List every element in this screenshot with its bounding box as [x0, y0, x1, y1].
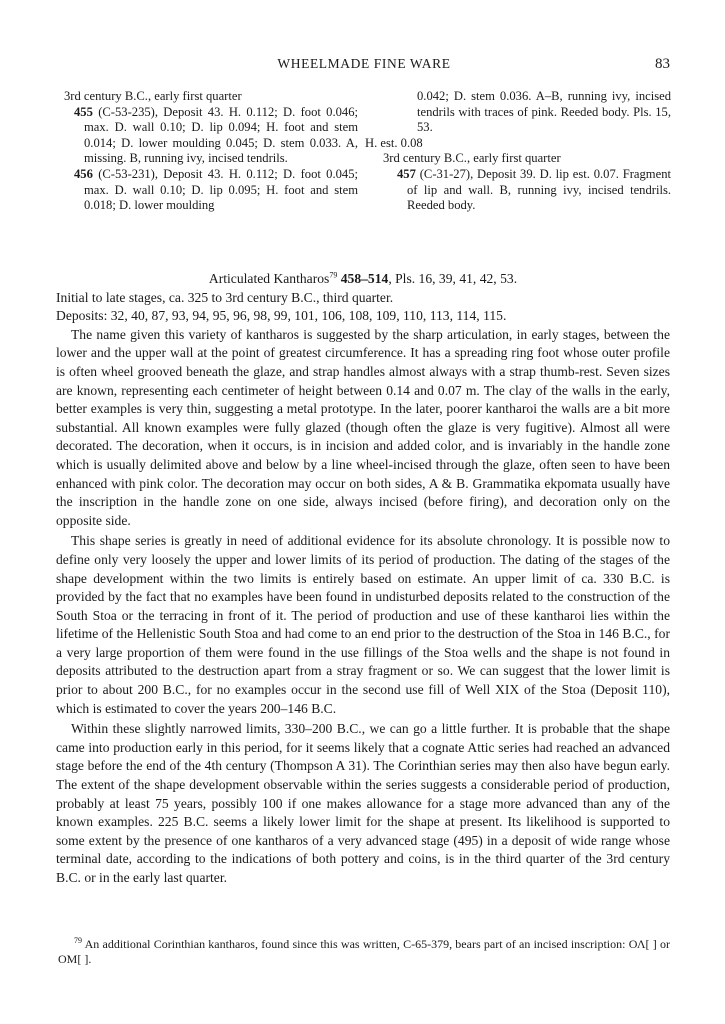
entry-number: 455	[74, 104, 93, 119]
running-head	[58, 56, 670, 76]
running-title: WHEELMADE FINE WARE	[277, 56, 451, 71]
entry-continuation: 0.042; D. stem 0.036. A–B, running ivy, incised tendrils with traces of pink. Reeded body. Pls. 15, 53.	[417, 89, 671, 135]
catalogue-entry-455	[62, 105, 358, 167]
footnote	[58, 937, 670, 967]
group-heading: 3rd century B.C., early first quarter	[383, 151, 561, 166]
main-text	[56, 270, 670, 888]
footnote-marker: 79	[74, 936, 82, 945]
footnote-text: An additional Corinthian kantharos, found since this was written, C-65-379, bears part of an incised inscription: ΟΛ[ ] or ΟΜ[ ].	[58, 937, 670, 966]
catalogue-left-column	[62, 89, 358, 214]
entry-text: (C-53-231), Deposit 43. H. 0.112; D. foot 0.045; max. D. wall 0.10; D. lip 0.095; H. foot and stem 0.018; D. lower moulding	[84, 166, 358, 213]
stages-line: Initial to late stages, ca. 325 to 3rd century B.C., third quarter.	[56, 289, 394, 305]
height-heading: H. est. 0.08	[365, 135, 423, 150]
footnote-reference: 79	[329, 270, 338, 280]
plates-reference: , Pls. 16, 39, 41, 42, 53.	[388, 271, 518, 286]
section-title-text: Articulated Kantharos	[208, 271, 330, 286]
entry-number: 456	[74, 166, 93, 181]
catalogue-right-column	[365, 89, 671, 214]
paragraph: Within these slightly narrowed limits, 330–200 B.C., we can go a little further. It is probable that the shape came into production early in this period, for it seems likely that a cognate Attic series had reached an advanced stage before the end of the 4th century (Thompson A 31). The Corinthian series may then also have begun early. The extent of the shape development observable within the series suggests a considerable period of production, probably at least 75 years, possibly 100 if one makes allowance for a stage more advanced than any of the known examples. 225 B.C. seems a likely lower limit for the shape at present. Its likelihood is supported to some extent by the presence of one kantharos of a very advanced stage (495) in a deposit of wide range whose terminal date, according to the indications of both pottery and coins, is in the third quarter of the 3rd century B.C. or in the early last quarter.	[56, 721, 670, 885]
entry-number: 457	[397, 166, 416, 181]
catalogue-entry-456	[62, 167, 358, 214]
paragraph: This shape series is greatly in need of additional evidence for its absolute chronology. It is possible now to define only very loosely the upper and lower limits of its period of production. The dating of the stages of the shape development within the two limits is entirely based on estimate. An upper limit of ca. 330 B.C. is provided by the fact that no examples have been found in undisturbed deposits related to the construction of the South Stoa or the terracing in front of it. The period of production and use of these kantharoi lies within the lifetime of the Hellenistic South Stoa and had come to an end prior to the destruction of the Stoa in 146 B.C., for a very large proportion of them were found in the use fillings of the Stoa wells and the shape is not found in deposits attributed to the destruction apart from a stray fragment or so. We can suggest that the lower limit is prior to about 200 B.C., for no examples occur in the second use fill of Well XIX of the Stoa (Deposit 110), which is estimated to cover the years 200–146 B.C.	[56, 533, 670, 716]
catalogue-range: 458–514	[340, 271, 389, 286]
section-title	[56, 270, 670, 289]
group-heading: 3rd century B.C., early first quarter	[64, 89, 242, 103]
deposits-line: Deposits: 32, 40, 87, 93, 94, 95, 96, 98, 99, 101, 106, 108, 109, 110, 113, 114, 115.	[56, 308, 507, 324]
paragraph: The name given this variety of kantharos is suggested by the sharp articulation, in early stages, between the lower and the upper wall at the point of greatest circumference. It has a spreading ring foot whose outer profile is often wheel grooved beneath the glaze, and strap handles almost always with a strap thumb-rest. Seven sizes are known, representing each centimeter of height between 0.14 and 0.07 m. The clay of the walls in the early, better examples is very thin, suggesting a metal prototype. In the later, poorer kantharoi the walls are a bit more substantial. All known examples were fully glazed (though often the glaze is very fugitive). Almost all were decorated. The decoration, when it occurs, is in incision and added color, and is invariably in the handle zone which is usually delimited above and below by a line wheel-incised through the glaze, often seen to have been enhanced with pink color. The decoration may occur on both sides, A & B. Grammatika ekpomata usually have the inscription in the handle zone on one side, always incised (before firing), and decoration only on the opposite side.	[56, 326, 670, 528]
catalogue-entry-457	[365, 167, 671, 214]
page-number: 83	[655, 56, 670, 72]
entry-text: (C-31-27), Deposit 39. D. lip est. 0.07. Fragment of lip and wall. B, running ivy, incised tendrils. Reeded body.	[407, 166, 671, 213]
entry-text: (C-53-235), Deposit 43. H. 0.112; D. foot 0.046; max. D. wall 0.10; D. lip 0.094; H. foot and stem 0.014; D. lower moulding 0.045; D. stem 0.033. A, missing. B, running ivy, incised tendrils.	[84, 104, 358, 166]
